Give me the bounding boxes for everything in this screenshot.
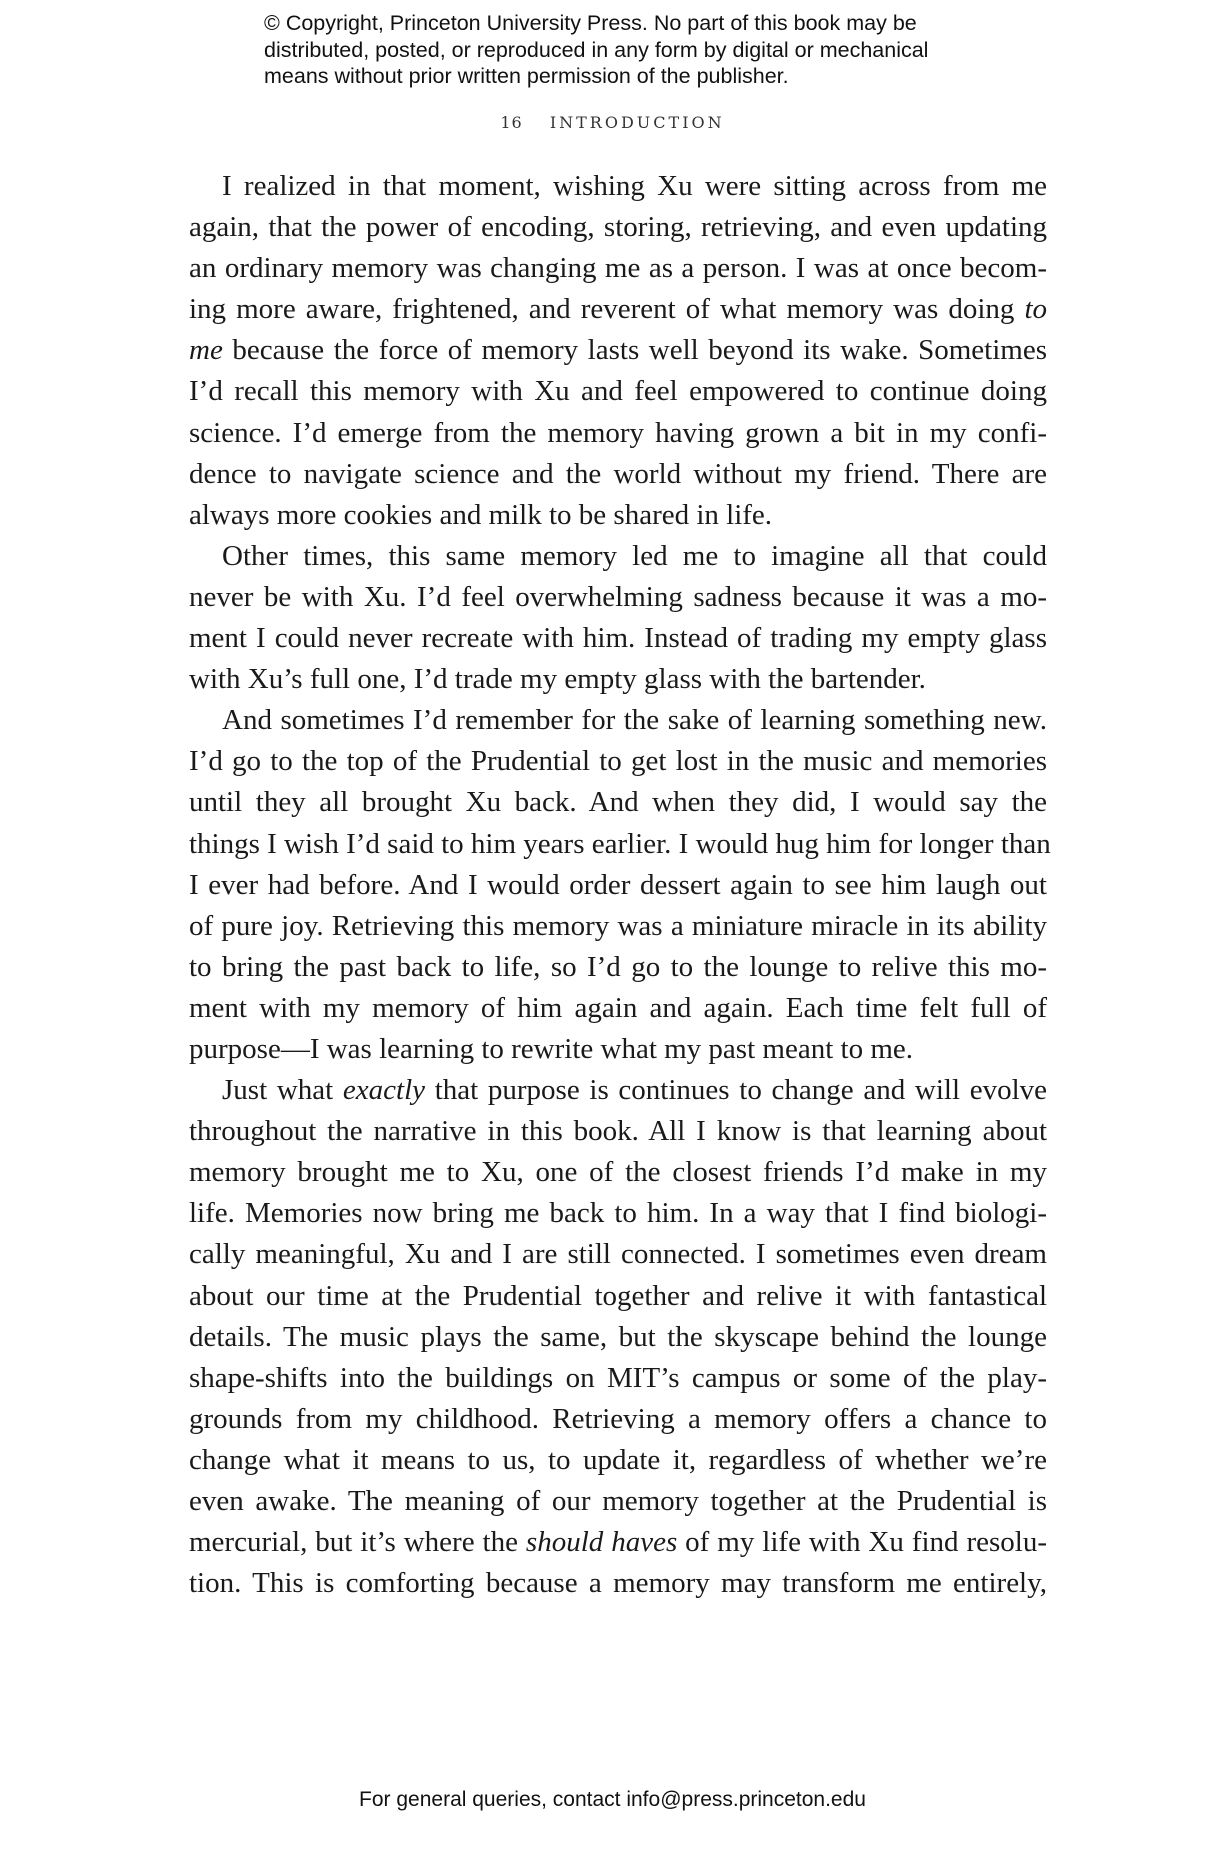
text-run: Just what <box>222 1074 343 1107</box>
emphasis-text: to <box>1024 293 1047 326</box>
text-line: about our time at the Prudential together and relive it with fantastical <box>189 1279 1047 1312</box>
text-line <box>189 1522 1047 1563</box>
text-line: throughout the narrative in this book. All I know is that learning about <box>189 1115 1047 1148</box>
text-line: ment with my memory of him again and again. Each time felt full of <box>189 991 1047 1024</box>
text-run: ing more aware, frightened, and reverent of what memory was doing <box>189 293 1025 326</box>
text-line: again, that the power of encoding, storing, retrieving, and even updating <box>189 211 1047 244</box>
text-line <box>189 1070 1047 1111</box>
text-line <box>189 289 1047 330</box>
section-title: INTRODUCTION <box>549 113 725 132</box>
text-line: I realized in that moment, wishing Xu were sitting across from me <box>222 170 1047 202</box>
text-line: And sometimes I’d remember for the sake of learning something new. <box>222 704 1047 737</box>
text-line: never be with Xu. I’d feel overwhelming sadness because it was a mo- <box>189 580 1047 613</box>
copyright-notice: © Copyright, Princeton University Press. No part of this book may be distributed, posted, or reproduced in any form by digital or mechanical means without prior written permission of the publisher. <box>264 11 929 88</box>
text-line: memory brought me to Xu, one of the closest friends I’d make in my <box>189 1156 1047 1189</box>
text-run: mercurial, but it’s where the <box>189 1526 526 1559</box>
text-line: until they all brought Xu back. And when they did, I would say the <box>189 786 1047 819</box>
text-line: tion. This is comforting because a memory may transform me entirely, <box>189 1567 1047 1600</box>
text-line: always more cookies and milk to be shared in life. <box>189 498 773 531</box>
text-line: I ever had before. And I would order dessert again to see him laugh out <box>189 868 1047 901</box>
body-text <box>189 166 1051 1604</box>
paragraph-2 <box>189 536 1047 700</box>
paragraph-1 <box>189 166 1047 536</box>
text-line: Other times, this same memory led me to imagine all that could <box>222 539 1047 572</box>
text-line: cally meaningful, Xu and I are still connected. I sometimes even dream <box>189 1238 1047 1271</box>
text-run: of my life with Xu find resolu- <box>677 1526 1047 1559</box>
emphasis-text: should haves <box>525 1526 678 1559</box>
footer-contact: For general queries, contact info@press.princeton.edu <box>359 1788 866 1811</box>
text-line: dence to navigate science and the world without my friend. There are <box>189 457 1047 490</box>
emphasis-text: exactly <box>342 1074 425 1107</box>
text-line: to bring the past back to life, so I’d go to the lounge to relive this mo- <box>189 950 1047 983</box>
text-line: grounds from my childhood. Retrieving a memory offers a chance to <box>189 1402 1047 1435</box>
text-run: because the force of memory lasts well beyond its wake. Sometimes <box>222 334 1047 367</box>
text-line: change what it means to us, to update it, regardless of whether we’re <box>189 1443 1047 1476</box>
text-line: of pure joy. Retrieving this memory was a miniature miracle in its ability <box>189 909 1047 942</box>
text-run: that purpose is continues to change and will evolve <box>425 1074 1047 1107</box>
text-line: things I wish I’d said to him years earlier. I would hug him for longer than <box>189 827 1051 860</box>
text-line: life. Memories now bring me back to him. In a way that I find biologi- <box>189 1197 1047 1230</box>
paragraph-4 <box>189 1070 1047 1604</box>
text-line: science. I’d emerge from the memory having grown a bit in my confi- <box>189 416 1047 449</box>
text-line: details. The music plays the same, but the skyscape behind the lounge <box>189 1320 1047 1353</box>
text-line: purpose—I was learning to rewrite what my past meant to me. <box>189 1032 913 1065</box>
text-line: I’d recall this memory with Xu and feel empowered to continue doing <box>189 375 1047 408</box>
text-line <box>189 330 1047 371</box>
text-line: with Xu’s full one, I’d trade my empty glass with the bartender. <box>189 663 926 696</box>
emphasis-text: me <box>189 334 223 367</box>
paragraph-3 <box>189 700 1051 1070</box>
text-line: I’d go to the top of the Prudential to get lost in the music and memories <box>189 745 1047 778</box>
text-line: even awake. The meaning of our memory together at the Prudential is <box>189 1485 1047 1517</box>
text-line: an ordinary memory was changing me as a person. I was at once becom- <box>189 252 1047 285</box>
page-number: 16 <box>500 113 523 132</box>
text-line: shape-shifts into the buildings on MIT’s campus or some of the play- <box>189 1361 1047 1394</box>
running-head <box>0 113 1225 132</box>
text-line: ment I could never recreate with him. Instead of trading my empty glass <box>189 622 1047 655</box>
